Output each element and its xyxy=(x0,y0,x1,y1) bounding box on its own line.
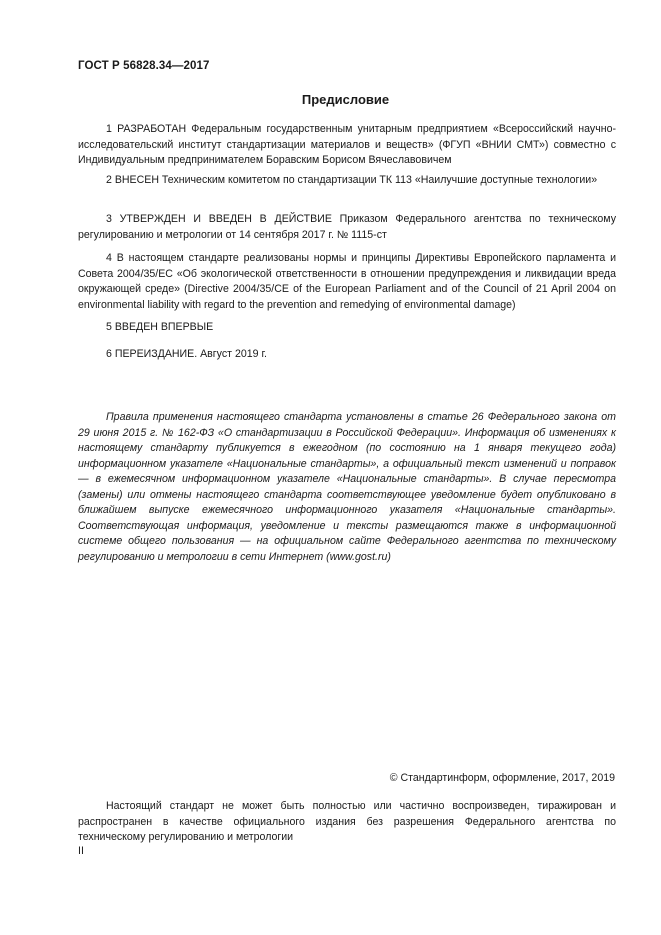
foreword-item-3: 3 УТВЕРЖДЕН И ВВЕДЕН В ДЕЙСТВИЕ Приказом Федерального агентства по техническому регулированию и метрологии от 14 сентября 2017 г. № 1115-ст xyxy=(78,213,616,241)
foreword-item-1: 1 РАЗРАБОТАН Федеральным государственным унитарным предприятием «Всероссийский научно-исследовательский институт стандартизации материалов и веществ» (ФГУП «ВНИИ СМТ») совместно с Индивидуальным предпринимателем Боравским Борисом Вячеславовичем xyxy=(78,123,616,166)
page-title: Предисловие xyxy=(301,92,390,107)
copyright-line: © Стандартинформ, оформление, 2017, 2019 xyxy=(389,772,615,784)
foreword-item-2: 2 ВНЕСЕН Техническим комитетом по стандартизации ТК 113 «Наилучшие доступные технологии» xyxy=(106,174,598,186)
foreword-item-4: 4 В настоящем стандарте реализованы нормы и принципы Директивы Европейского парламента и Совета 2004/35/ЕС «Об экологической ответственности в отношении предупреждения и ликвидации вреда окружающей среде» (Directive 2004/35/CE of the European Parliament and of the Council of 21 April 2004 on environmental liability with regard to the prevention and remedying of environmental damage) xyxy=(78,252,616,311)
rules-notice: Правила применения настоящего стандарта установлены в статье 26 Федерального закона от 29 июня 2015 г. № 162-ФЗ «О стандартизации в Российской Федерации». Информация об изменениях к настоящему стандарту публикуется в ежегодном (по состоянию на 1 января текущего года) информационном указателе «Национальные стандарты», а официальный текст изменений и поправок — в ежемесячном информационном указателе «Национальные стандарты». В случае пересмотра (замены) или отмены настоящего стандарта соответствующее уведомление будет опубликовано в ближайшем выпуске ежемесячного информационного указателя «Национальные стандарты». Соответствующая информация, уведомление и тексты размещаются также в информационной системе общего пользования — на официальном сайте Федерального агентства по техническому регулированию и метрологии в сети Интернет (www.gost.ru) xyxy=(78,411,616,563)
standard-code: ГОСТ Р 56828.34—2017 xyxy=(78,60,210,72)
reproduction-notice: Настоящий стандарт не может быть полностью или частично воспроизведен, тиражирован и распространен в качестве официального издания без разрешения Федерального агентства по техническому регулированию и метрологии xyxy=(78,800,616,843)
foreword-item-6: 6 ПЕРЕИЗДАНИЕ. Август 2019 г. xyxy=(106,348,267,360)
page-number: II xyxy=(78,845,84,857)
foreword-item-5: 5 ВВЕДЕН ВПЕРВЫЕ xyxy=(106,321,214,333)
